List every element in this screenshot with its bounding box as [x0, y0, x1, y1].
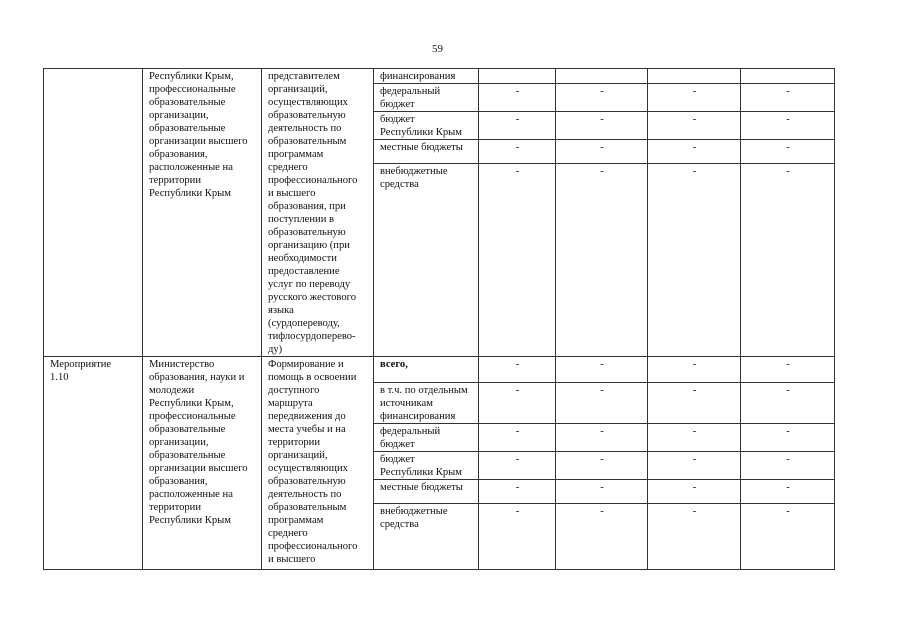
- value-cell: -: [556, 357, 648, 383]
- source-cell: бюджет Республики Крым: [374, 112, 479, 140]
- value-cell: -: [648, 424, 741, 452]
- value-cell: -: [479, 357, 556, 383]
- value-cell: -: [479, 452, 556, 480]
- value-cell: -: [741, 112, 835, 140]
- funding-table: [43, 68, 835, 570]
- value-cell: -: [479, 84, 556, 112]
- value-cell: -: [556, 383, 648, 424]
- value-cell: -: [741, 383, 835, 424]
- value-cell: -: [556, 84, 648, 112]
- measure-cell: Мероприятие 1.10: [44, 357, 143, 570]
- value-cell: -: [648, 383, 741, 424]
- value-cell: -: [741, 424, 835, 452]
- executor-cell: Министерство образования, науки и молодежи Республики Крым, профессиональные образовательные организации, образовательные организации высшего образования, расположенные на территории Республики Крым: [143, 357, 262, 570]
- table-row: [44, 69, 835, 84]
- description-cell: Формирование и помощь в освоении доступного маршрута передвижения до места учебы и на территории организаций, осуществляющих образовательную деятельность по образовательным программам среднего профессионального и высшего: [262, 357, 374, 570]
- value-cell: -: [741, 452, 835, 480]
- value-cell: -: [556, 140, 648, 164]
- value-cell: -: [648, 480, 741, 504]
- value-cell: -: [741, 140, 835, 164]
- value-cell: -: [648, 140, 741, 164]
- source-cell: внебюджетные средства: [374, 504, 479, 570]
- value-cell: -: [479, 383, 556, 424]
- value-cell: -: [741, 357, 835, 383]
- value-cell: -: [648, 504, 741, 570]
- value-cell: [648, 69, 741, 84]
- value-cell: -: [648, 452, 741, 480]
- source-cell: в т.ч. по отдельным источникам финансирования: [374, 383, 479, 424]
- source-cell: внебюджетные средства: [374, 164, 479, 357]
- value-cell: -: [556, 504, 648, 570]
- value-cell: -: [479, 164, 556, 357]
- value-cell: -: [741, 480, 835, 504]
- value-cell: -: [648, 357, 741, 383]
- source-cell: местные бюджеты: [374, 480, 479, 504]
- value-cell: -: [648, 112, 741, 140]
- value-cell: -: [479, 140, 556, 164]
- value-cell: -: [741, 84, 835, 112]
- table-row: [44, 357, 835, 383]
- source-cell: федеральный бюджет: [374, 424, 479, 452]
- source-cell: федеральный бюджет: [374, 84, 479, 112]
- source-cell: бюджет Республики Крым: [374, 452, 479, 480]
- value-cell: -: [479, 504, 556, 570]
- value-cell: -: [648, 164, 741, 357]
- value-cell: -: [648, 84, 741, 112]
- value-cell: -: [556, 112, 648, 140]
- value-cell: -: [741, 504, 835, 570]
- value-cell: [741, 69, 835, 84]
- source-cell: всего,: [374, 357, 479, 383]
- value-cell: -: [479, 424, 556, 452]
- value-cell: [479, 69, 556, 84]
- source-cell: местные бюджеты: [374, 140, 479, 164]
- value-cell: [556, 69, 648, 84]
- measure-cell: [44, 69, 143, 357]
- source-cell: финансирования: [374, 69, 479, 84]
- value-cell: -: [479, 112, 556, 140]
- value-cell: -: [556, 164, 648, 357]
- value-cell: -: [479, 480, 556, 504]
- value-cell: -: [556, 452, 648, 480]
- value-cell: -: [556, 424, 648, 452]
- page-number: 59: [432, 43, 443, 55]
- executor-cell: Республики Крым, профессиональные образовательные организации, образовательные организации высшего образования, расположенные на территории Республики Крым: [143, 69, 262, 357]
- value-cell: -: [556, 480, 648, 504]
- description-cell: представителем организаций, осуществляющих образовательную деятельность по образовательным программам среднего профессионального и высшего образования, при поступлении в образовательную организацию (при необходимости предоставление услуг по переводу русского жестового языка (сурдопереводу, тифлосурдоперево- ду): [262, 69, 374, 357]
- value-cell: -: [741, 164, 835, 357]
